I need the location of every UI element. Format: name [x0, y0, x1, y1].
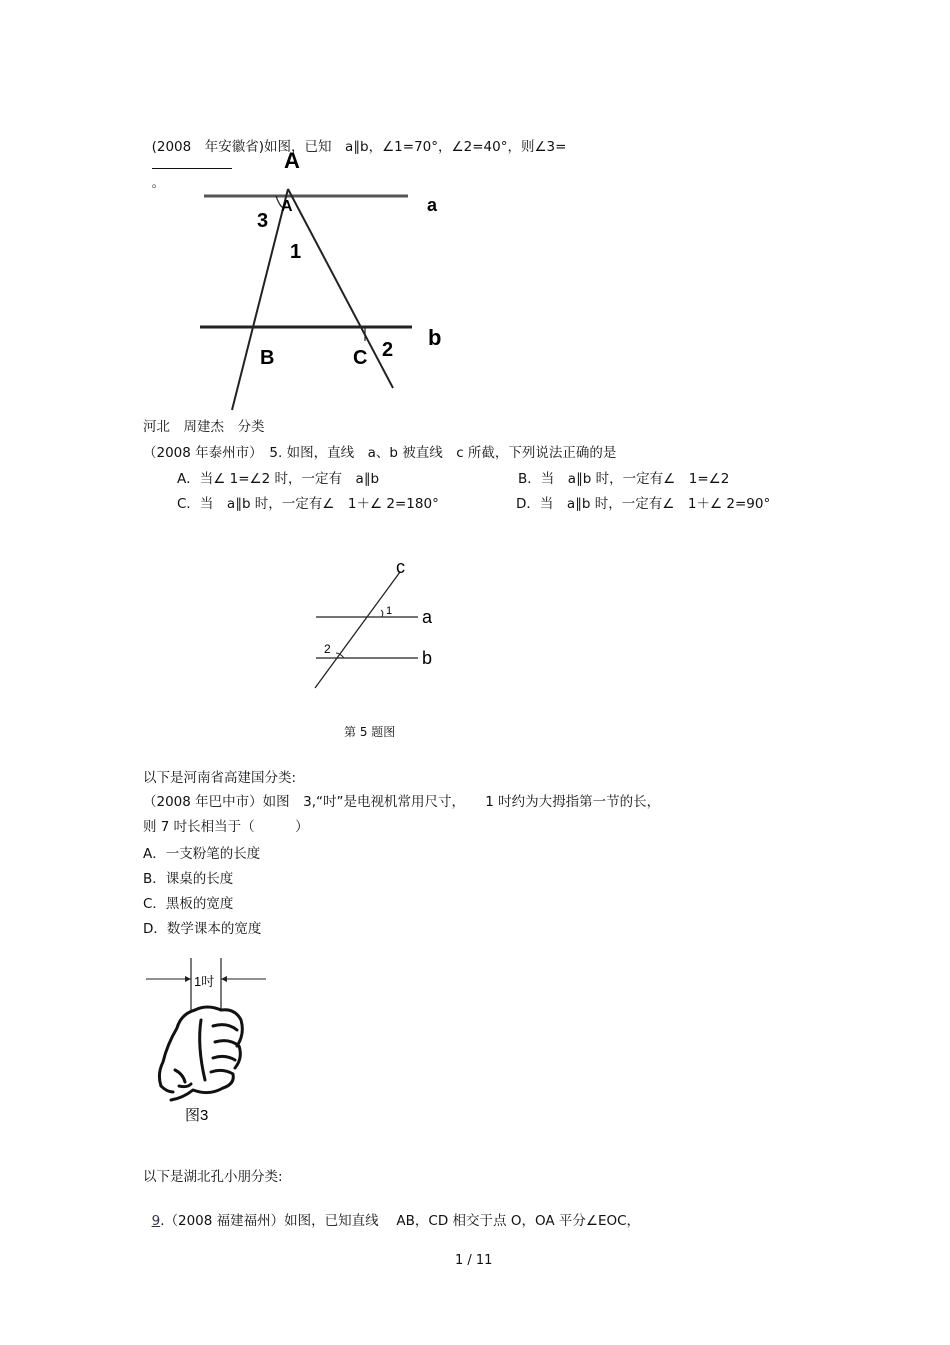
label-1-cun: 1吋: [194, 974, 215, 989]
question-bazhong-line2: 则 7 吋长相当于（ ）: [143, 819, 309, 835]
section-label-hebei: 河北 周建杰 分类: [143, 419, 265, 435]
label-a: a: [427, 195, 438, 215]
hand-drawing: [159, 1007, 242, 1100]
section-label-henan: 以下是河南省高建国分类:: [143, 770, 297, 786]
figure-3-caption: 图3: [185, 1107, 209, 1124]
arrowhead-left: [185, 976, 191, 982]
question-fuzhou: [143, 1194, 640, 1230]
page-number: 1 / 11: [455, 1253, 493, 1268]
option-d: D．当 a∥b 时，一定有∠ 1＋∠ 2=90°: [516, 496, 771, 512]
angle-1-arc: [381, 610, 383, 617]
label-1: 1: [290, 241, 302, 263]
label-3: 3: [257, 210, 269, 232]
label-2: 2: [324, 642, 331, 656]
question-anhui-text: (2008 年安徽省)如图，已知 a∥b，∠1=70°，∠2=40°，则∠3=: [151, 139, 567, 155]
label-2: 2: [382, 339, 394, 361]
option-a: A．当∠ 1=∠2 时，一定有 a∥b: [177, 471, 380, 487]
label-A-top: A: [284, 148, 300, 173]
question-number: 9: [151, 1213, 161, 1229]
option-b: B．课桌的长度: [143, 871, 234, 887]
label-B: B: [260, 347, 275, 369]
line-c: [315, 572, 400, 688]
label-A-vertex: A: [281, 198, 293, 215]
label-b: b: [428, 325, 442, 350]
figure-2-caption: 第 5 题图: [344, 725, 396, 739]
label-1: 1: [386, 605, 393, 617]
section-label-hubei: 以下是湖北孔小朋分类:: [143, 1169, 283, 1185]
label-b: b: [422, 648, 433, 668]
arrowhead-right: [221, 976, 227, 982]
figure-3: [143, 950, 273, 1134]
option-c: C．黑板的宽度: [143, 896, 234, 912]
option-c: C．当 a∥b 时，一定有∠ 1＋∠ 2=180°: [177, 496, 439, 512]
option-d: D．数学课本的宽度: [143, 921, 262, 937]
label-c: c: [396, 557, 405, 577]
question-anhui-tail: 。: [151, 175, 166, 191]
figure-1: [190, 145, 460, 419]
question-taizhou-stem: （2008 年泰州市） 5. 如图，直线 a、b 被直线 c 所截，下列说法正确的是: [143, 445, 617, 461]
label-C: C: [353, 347, 368, 369]
question-fuzhou-text: .（2008 福建福州）如图，已知直线 AB，CD 相交于点 O，OA 平分∠EOC，: [160, 1213, 641, 1229]
line-ac: [288, 189, 393, 388]
label-a: a: [422, 607, 433, 627]
option-a: A．一支粉笔的长度: [143, 846, 261, 862]
option-b: B．当 a∥b 时，一定有∠ 1=∠2: [518, 471, 730, 487]
question-bazhong-line1: （2008 年巴中市）如图 3,“吋”是电视机常用尺寸， 1 吋约为大拇指第一节的长，: [143, 794, 661, 810]
figure-2: [300, 555, 450, 699]
